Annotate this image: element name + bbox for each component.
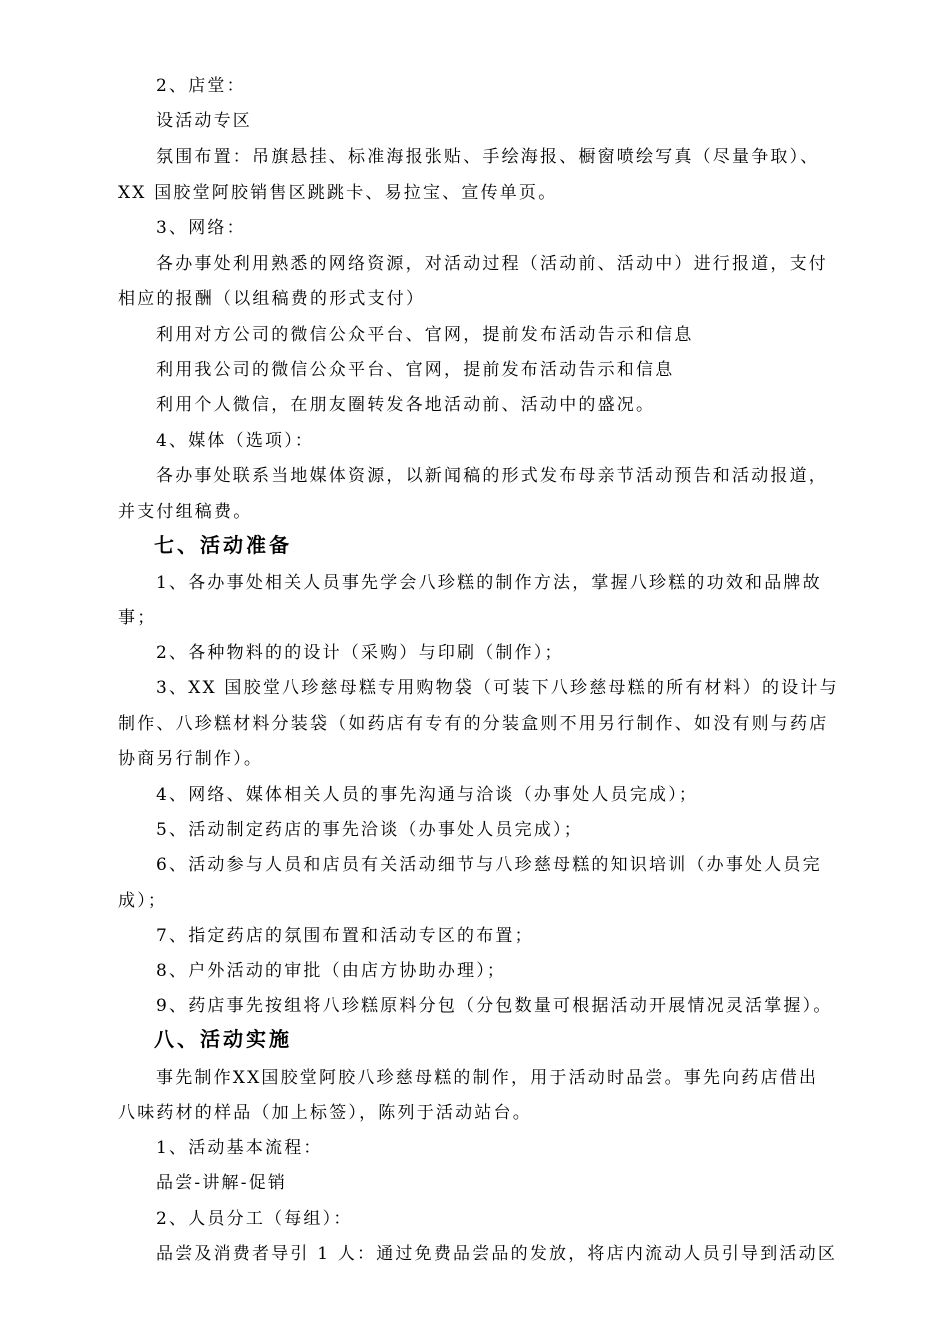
- atmosphere-text-cont: XX 国胶堂阿胶销售区跳跳卡、易拉宝、宣传单页。: [118, 183, 558, 203]
- section-7-heading: 七、活动准备: [154, 533, 292, 557]
- personal-wechat-text: 利用个人微信，在朋友圈转发各地活动前、活动中的盛况。: [156, 395, 656, 415]
- partner-wechat-text: 利用对方公司的微信公众平台、官网，提前发布活动告示和信息: [156, 325, 694, 345]
- prep-item-3: 3、XX 国胶堂八珍慈母糕专用购物袋（可装下八珍慈母糕的所有材料）的设计与: [156, 678, 839, 698]
- prep-item-9: 9、药店事先按组将八珍糕原料分包（分包数量可根据活动开展情况灵活掌握）。: [156, 996, 833, 1016]
- prep-item-1: 1、各办事处相关人员事先学会八珍糕的制作方法，掌握八珍糕的功效和品牌故: [156, 573, 822, 593]
- prep-item-6-cont: 成）；: [118, 891, 168, 911]
- prep-item-5: 5、活动制定药店的事先洽谈（办事处人员完成）；: [156, 820, 583, 840]
- staffing-heading: 2、人员分工（每组）：: [156, 1209, 353, 1229]
- prep-item-8: 8、户外活动的审批（由店方协助办理）；: [156, 961, 507, 981]
- prep-item-7: 7、指定药店的氛围布置和活动专区的布置；: [156, 926, 534, 946]
- media-paragraph: 各办事处联系当地媒体资源，以新闻稿的形式发布母亲节活动预告和活动报道，: [156, 466, 828, 486]
- network-paragraph: 各办事处利用熟悉的网络资源，对活动过程（活动前、活动中）进行报道，支付: [156, 254, 828, 274]
- prep-item-4: 4、网络、媒体相关人员的事先沟通与洽谈（办事处人员完成）；: [156, 785, 699, 805]
- basic-flow-text: 品尝-讲解-促销: [156, 1173, 288, 1193]
- atmosphere-text: 氛围布置：吊旗悬挂、标准海报张贴、手绘海报、橱窗喷绘写真（尽量争取）、: [156, 147, 820, 167]
- prep-item-6: 6、活动参与人员和店员有关活动细节与八珍慈母糕的知识培训（办事处人员完: [156, 855, 822, 875]
- prep-item-3-cont: 制作、八珍糕材料分装袋（如药店有专有的分装盒则不用另行制作、如没有则与药店: [118, 714, 829, 734]
- staffing-text: 品尝及消费者导引 1 人：通过免费品尝品的发放，将店内流动人员引导到活动区: [156, 1244, 838, 1264]
- prep-item-2: 2、各种物料的的设计（采购）与印刷（制作）；: [156, 643, 564, 663]
- prep-item-1-cont: 事；: [118, 608, 157, 628]
- network-heading: 3、网络：: [156, 218, 246, 238]
- prep-item-3-cont-2: 协商另行制作）。: [118, 749, 264, 769]
- store-heading: 2、店堂：: [156, 76, 246, 96]
- section-8-heading: 八、活动实施: [154, 1027, 292, 1051]
- network-paragraph-cont: 相应的报酬（以组稿费的形式支付）: [118, 289, 426, 309]
- implementation-paragraph-cont: 八味药材的样品（加上标签），陈列于活动站台。: [118, 1103, 532, 1123]
- own-wechat-text: 利用我公司的微信公众平台、官网，提前发布活动告示和信息: [156, 360, 675, 380]
- implementation-paragraph: 事先制作XX国胶堂阿胶八珍慈母糕的制作，用于活动时品尝。事先向药店借出: [156, 1068, 819, 1088]
- special-area-text: 设活动专区: [156, 111, 252, 131]
- basic-flow-heading: 1、活动基本流程：: [156, 1138, 323, 1158]
- media-paragraph-cont: 并支付组稿费。: [118, 502, 253, 522]
- media-heading: 4、媒体（选项）：: [156, 431, 315, 451]
